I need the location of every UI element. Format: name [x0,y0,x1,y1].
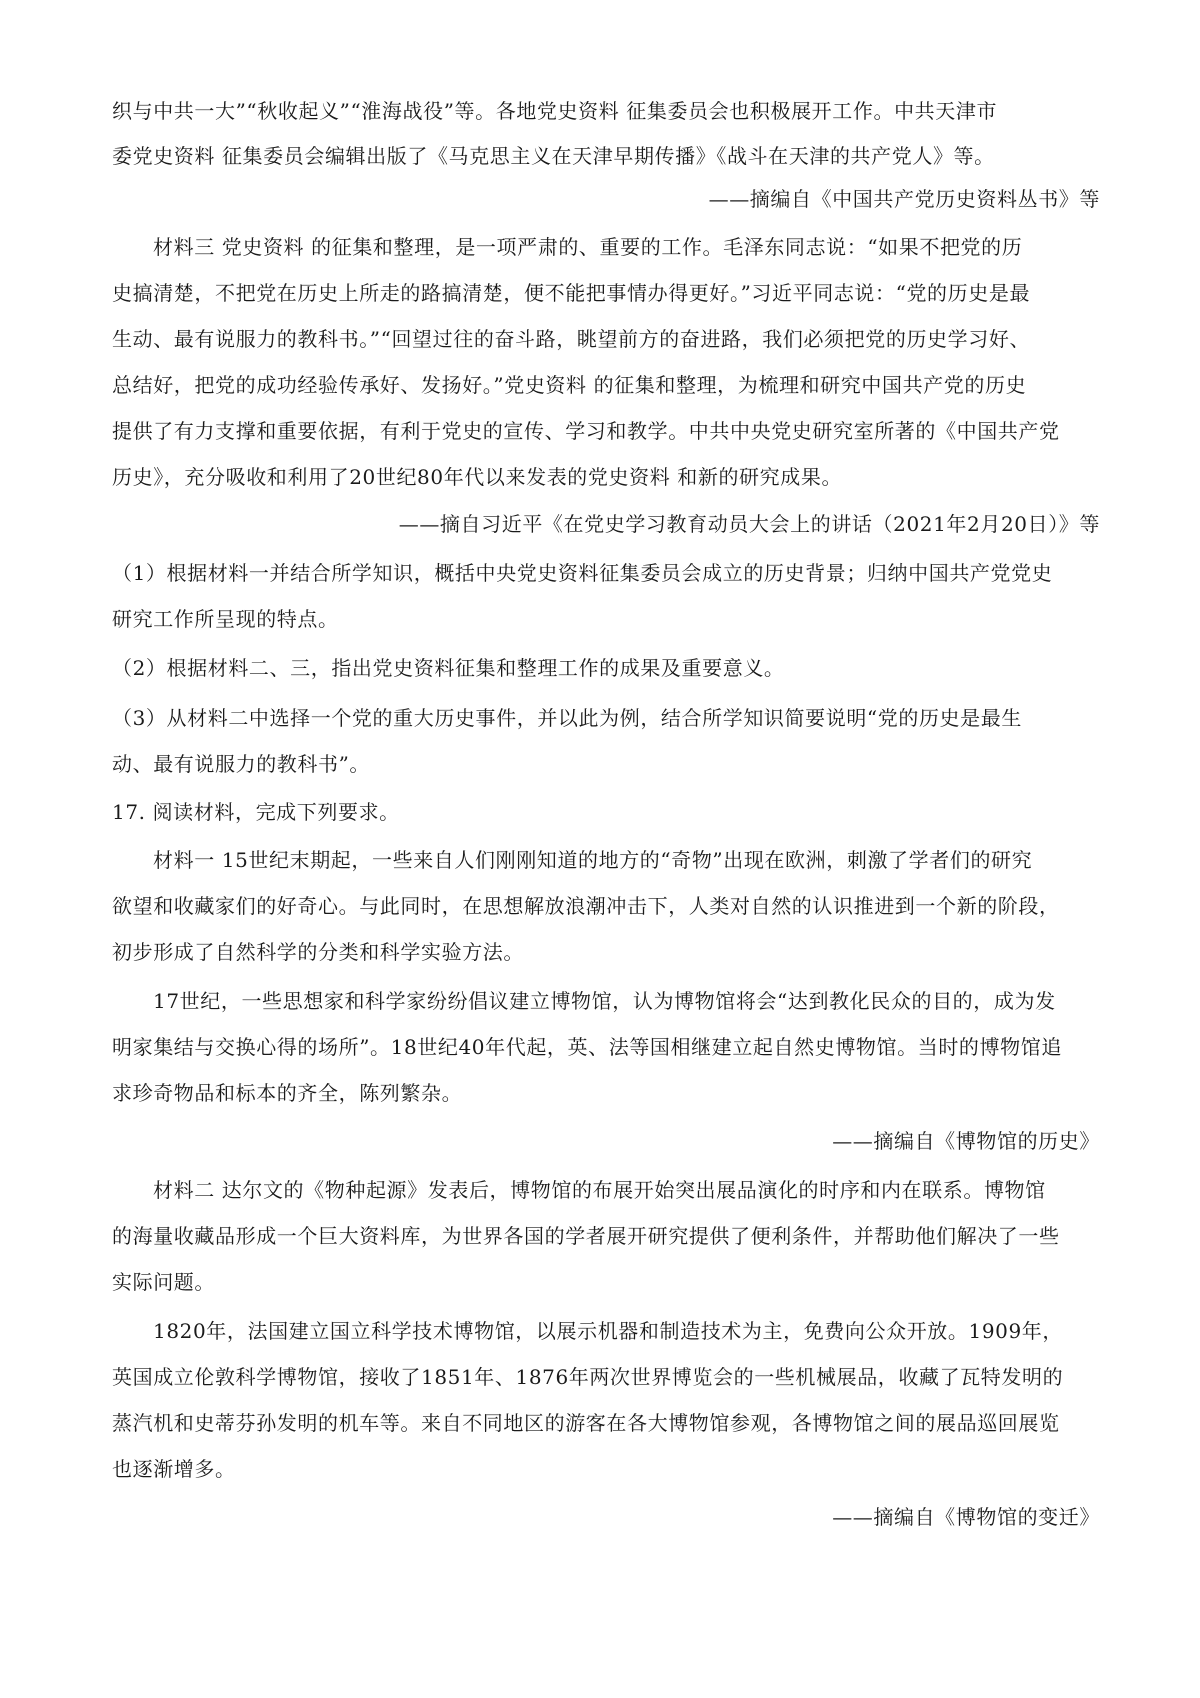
q17-material2-line-3: 实际问题。 [112,1270,215,1294]
material2-tail-line-2: 委党史资料 征集委员会编辑出版了《马克思主义在天津早期传播》《战斗在天津的共产党人》等。 [112,144,995,168]
material3-line-4: 总结好，把党的成功经验传承好、发扬好。”党史资料 的征集和整理，为梳理和研究中国共产党的历史 [112,373,1027,397]
q17-material2-para2-line-4: 也逐渐增多。 [112,1457,236,1481]
material3-line-1: 材料三 党史资料 的征集和整理，是一项严肃的、重要的工作。毛泽东同志说：“如果不把党的历 [153,235,1023,259]
material3-line-3: 生动、最有说服力的教科书。”“回望过往的奋斗路，眺望前方的奋进路，我们必须把党的历史学习好、 [112,327,1031,351]
q17-material2-para2-line-2: 英国成立伦敦科学博物馆，接收了1851年、1876年两次世界博览会的一些机械展品，收藏了瓦特发明的 [112,1365,1064,1389]
question-16-1-line-1: （1）根据材料一并结合所学知识，概括中央党史资料征集委员会成立的历史背景；归纳中国共产党党史 [112,561,1053,585]
question-16-1-line-2: 研究工作所呈现的特点。 [112,607,339,631]
q17-material2-source: ——摘编自《博物馆的变迁》 [832,1505,1100,1529]
q17-material1-line-3: 初步形成了自然科学的分类和科学实验方法。 [112,940,524,964]
q17-material2-para2-line-1: 1820年，法国建立国立科学技术博物馆，以展示机器和制造技术为主，免费向公众开放。1909年， [153,1319,1063,1343]
material2-tail-line-1: 织与中共一大”“秋收起义”“淮海战役”等。各地党史资料 征集委员会也积极展开工作。中共天津市 [112,99,998,123]
question-16-3-line-1: （3）从材料二中选择一个党的重大历史事件，并以此为例，结合所学知识简要说明“党的历史是最生 [112,706,1022,730]
q17-material1-para2-line-3: 求珍奇物品和标本的齐全，陈列繁杂。 [112,1081,463,1105]
q17-material1-para2-line-1: 17世纪，一些思想家和科学家纷纷倡议建立博物馆，认为博物馆将会“达到教化民众的目的，成为发 [153,989,1056,1013]
question-17-heading: 17. 阅读材料，完成下列要求。 [112,800,400,824]
material2-source: ——摘编自《中国共产党历史资料丛书》等 [708,187,1100,211]
material3-line-5: 提供了有力支撑和重要依据，有利于党史的宣传、学习和教学。中共中央党史研究室所著的《中国共产党 [112,419,1060,443]
question-16-3-line-2: 动、最有说服力的教科书”。 [112,752,371,776]
q17-material2-para2-line-3: 蒸汽机和史蒂芬孙发明的机车等。来自不同地区的游客在各大博物馆参观，各博物馆之间的展品巡回展览 [112,1411,1060,1435]
material3-source: ——摘自习近平《在党史学习教育动员大会上的讲话（2021年2月20日）》等 [398,512,1100,536]
q17-material1-line-1: 材料一 15世纪末期起，一些来自人们刚刚知道的地方的“奇物”出现在欧洲，刺激了学者们的研究 [153,848,1033,872]
q17-material1-para2-line-2: 明家集结与交换心得的场所”。18世纪40年代起，英、法等国相继建立起自然史博物馆。当时的博物馆追 [112,1035,1062,1059]
q17-material2-line-2: 的海量收藏品形成一个巨大资料库，为世界各国的学者展开研究提供了便利条件，并帮助他们解决了一些 [112,1224,1060,1248]
q17-material1-line-2: 欲望和收藏家们的好奇心。与此同时，在思想解放浪潮冲击下，人类对自然的认识推进到一个新的阶段， [112,894,1060,918]
q17-material1-source: ——摘编自《博物馆的历史》 [832,1129,1100,1153]
material3-line-6: 历史》，充分吸收和利用了20世纪80年代以来发表的党史资料 和新的研究成果。 [112,465,843,489]
q17-material2-line-1: 材料二 达尔文的《物种起源》发表后，博物馆的布展开始突出展品演化的时序和内在联系。博物馆 [153,1178,1046,1202]
material3-line-2: 史搞清楚，不把党在历史上所走的路搞清楚，便不能把事情办得更好。”习近平同志说：“党的历史是最 [112,281,1031,305]
question-16-2: （2）根据材料二、三，指出党史资料征集和整理工作的成果及重要意义。 [112,656,785,680]
